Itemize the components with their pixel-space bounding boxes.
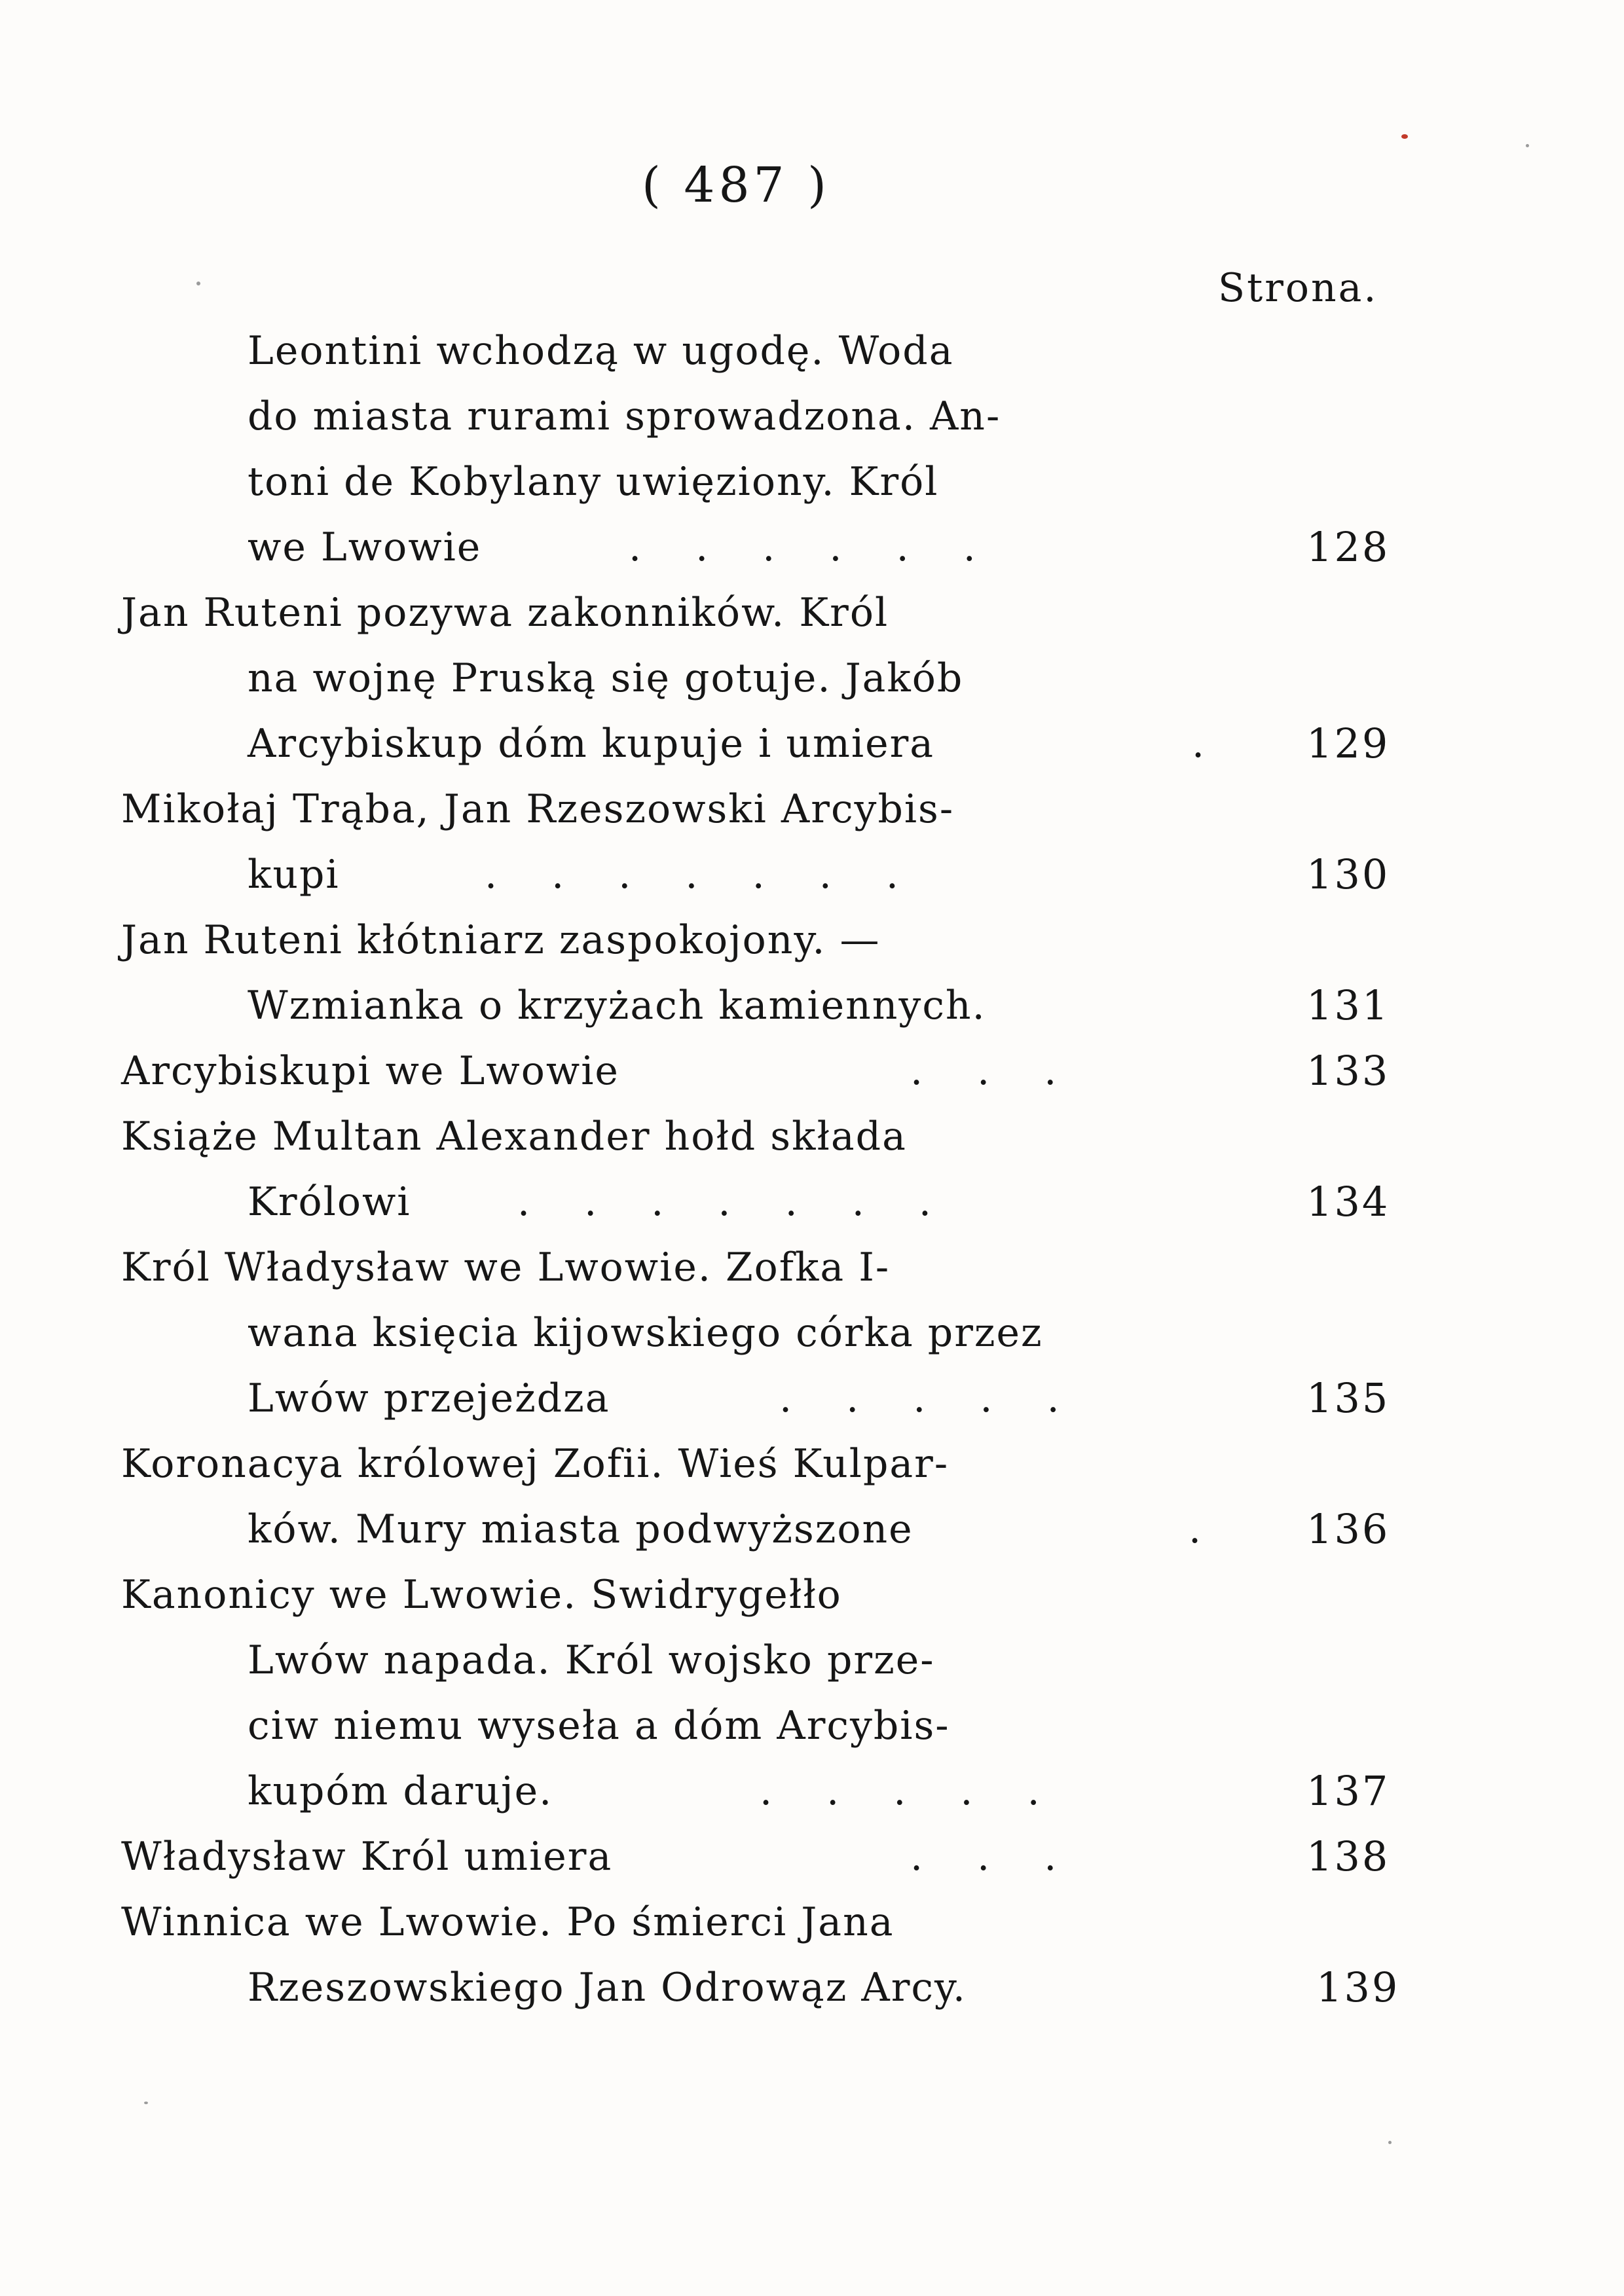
leader-dots: . . . . . . . (517, 1179, 952, 1225)
entry-line: Lwów przejeżdza (248, 1376, 610, 1421)
page-number: ( 487 ) (642, 157, 831, 213)
entry-line: Król Władysław we Lwowie. Zofka I- (121, 1245, 891, 1290)
leader-dots: . . . . . (760, 1768, 1061, 1814)
paper-speck (196, 282, 200, 285)
leader-dots: . . . (910, 1048, 1078, 1094)
entry-line: Koronacya królowej Zofii. Wieś Kulpar- (121, 1441, 950, 1487)
page-column-header: Strona. (1218, 265, 1378, 311)
entry-line: Wzmianka o krzyżach kamiennych. (248, 983, 986, 1029)
entry-line: Arcybiskupi we Lwowie (121, 1048, 619, 1094)
page-reference: 131 (1306, 981, 1390, 1029)
paper-speck (1401, 134, 1408, 139)
page-reference: 135 (1306, 1374, 1390, 1422)
entry-line: Mikołaj Trąba, Jan Rzeszowski Arcybis- (121, 786, 955, 832)
paper-speck (144, 2102, 148, 2104)
leader-dots: . (1189, 1506, 1223, 1552)
page-reference: 139 (1316, 1963, 1400, 2011)
entry-line: Rzeszowskiego Jan Odrowąz Arcy. (248, 1965, 967, 2011)
paper-speck (1526, 144, 1529, 147)
page-reference: 133 (1306, 1047, 1390, 1095)
page-reference: 137 (1306, 1767, 1390, 1815)
leader-dots: . . . . . . . (485, 852, 919, 898)
page-reference: 134 (1306, 1178, 1390, 1226)
entry-line: we Lwowie (248, 524, 482, 570)
entry-line: Kanonicy we Lwowie. Swidrygełło (121, 1572, 842, 1618)
leader-dots: . . . . . (779, 1376, 1080, 1421)
page-reference: 129 (1306, 720, 1390, 767)
entry-line: Jan Ruteni pozywa zakonników. Król (121, 590, 889, 636)
entry-line: Królowi (248, 1179, 411, 1225)
leader-dots: . (1192, 721, 1226, 767)
page-reference: 128 (1306, 523, 1390, 571)
entry-line: na wojnę Pruską się gotuje. Jakób (248, 655, 964, 701)
entry-line: Jan Ruteni kłótniarz zaspokojony. — (121, 917, 881, 963)
entry-line: kupóm daruje. (248, 1768, 553, 1814)
page-reference: 136 (1306, 1505, 1390, 1553)
paper-speck (1388, 2141, 1392, 2144)
entry-line: ków. Mury miasta podwyższone (248, 1506, 913, 1552)
entry-line: Książe Multan Alexander hołd składa (121, 1114, 907, 1159)
entry-line: ciw niemu wyseła a dóm Arcybis- (248, 1703, 950, 1749)
entry-line: wana księcia kijowskiego córka przez (248, 1310, 1043, 1356)
entry-line: Arcybiskup dóm kupuje i umiera (248, 721, 935, 767)
page-reference: 138 (1306, 1832, 1390, 1880)
entry-line: toni de Kobylany uwięziony. Król (248, 459, 939, 505)
entry-line: kupi (248, 852, 340, 898)
entry-line: do miasta rurami sprowadzona. An- (248, 393, 1001, 439)
entry-line: Władysław Król umiera (121, 1834, 613, 1880)
leader-dots: . . . . . . (629, 524, 997, 570)
leader-dots: . . . (910, 1834, 1078, 1880)
entry-line: Leontini wchodzą w ugodę. Woda (248, 328, 954, 374)
page-reference: 130 (1306, 850, 1390, 898)
entry-line: Winnica we Lwowie. Po śmierci Jana (121, 1899, 895, 1945)
entry-line: Lwów napada. Król wojsko prze- (248, 1637, 935, 1683)
